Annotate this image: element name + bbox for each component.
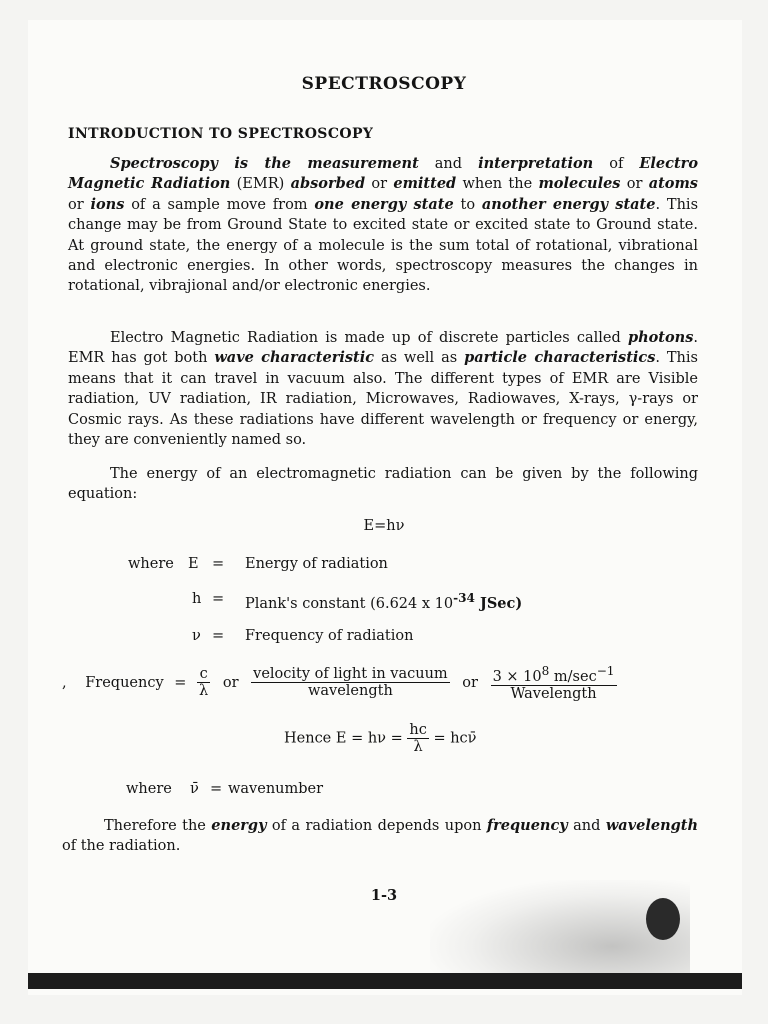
text: 3 × 10 bbox=[492, 668, 542, 685]
equals-sign: = bbox=[212, 556, 225, 572]
symbol-nu: ν bbox=[192, 628, 201, 644]
frequency-formula bbox=[62, 664, 617, 702]
bullet-mark: , bbox=[62, 674, 67, 691]
numerator: c bbox=[197, 666, 210, 683]
where-label: where bbox=[126, 781, 172, 797]
exponent: −1 bbox=[596, 664, 615, 678]
or-text: or bbox=[222, 674, 239, 691]
text: m/sec bbox=[549, 668, 597, 685]
definition-wavenumber: wavenumber bbox=[228, 781, 324, 797]
numerator: velocity of light in vacuum bbox=[253, 666, 448, 683]
exponent: 8 bbox=[541, 664, 550, 678]
text: Plank's constant (6.624 x 10 bbox=[245, 595, 454, 612]
symbol-h: h bbox=[192, 591, 202, 607]
frequency-label: Frequency bbox=[85, 674, 164, 691]
term-molecules: molecules bbox=[538, 175, 621, 193]
text: or bbox=[68, 196, 91, 213]
page-number: 1-3 bbox=[370, 887, 398, 904]
definition-nu: Frequency of radiation bbox=[245, 628, 414, 644]
term-wave-characteristic: wave characteristic bbox=[214, 349, 375, 367]
text: . This change may be from Ground State to excited state or excited state to Ground state. At ground state, the energy of a molecule is the sum total of rotational, vibrational and electronic energies. In other words, spectroscopy measures the changes in rotational, vibrajional and/or electronic energies. bbox=[68, 196, 699, 295]
term-another-energy-state: another energy state bbox=[481, 195, 656, 213]
text: (EMR) bbox=[230, 176, 291, 193]
denominator: λ bbox=[199, 683, 209, 700]
paragraph-intro bbox=[68, 154, 698, 297]
text: and bbox=[567, 818, 606, 834]
symbol-e: E bbox=[188, 556, 199, 572]
text: as well as bbox=[374, 350, 465, 367]
denominator: λ bbox=[413, 739, 423, 755]
definition-h bbox=[245, 591, 522, 612]
or-text: or bbox=[462, 674, 478, 691]
term-wavelength: wavelength bbox=[605, 817, 699, 834]
term-one-energy-state: one energy state bbox=[314, 195, 454, 213]
text: of a sample move from bbox=[124, 196, 315, 213]
term-particle-characteristics: particle characteristics bbox=[464, 349, 656, 367]
text: Therefore the bbox=[104, 818, 212, 834]
denominator: Wavelength bbox=[510, 685, 597, 702]
equals-sign: = bbox=[212, 628, 225, 644]
energy-equation: E=hν bbox=[363, 518, 405, 534]
term-interpretation: interpretation bbox=[478, 155, 594, 172]
term-ions: ions bbox=[90, 195, 125, 213]
term-frequency: frequency bbox=[486, 817, 568, 834]
text: Hence E = hν = bbox=[284, 730, 403, 747]
ink-blot bbox=[646, 898, 680, 940]
denominator: wavelength bbox=[307, 683, 393, 700]
text: or bbox=[365, 176, 394, 193]
paragraph-equation-intro bbox=[68, 464, 698, 505]
term-energy: energy bbox=[211, 817, 267, 834]
text: Electro Magnetic Radiation is made up of discrete particles called bbox=[110, 330, 628, 346]
fraction-c-over-lambda bbox=[197, 666, 210, 699]
text: or bbox=[620, 176, 649, 193]
definition-e: Energy of radiation bbox=[245, 556, 388, 572]
text: JSec) bbox=[474, 594, 523, 612]
text: . EMR has got both bbox=[68, 330, 698, 367]
paragraph-conclusion bbox=[62, 816, 698, 857]
numerator bbox=[491, 664, 617, 686]
text: = hcν̄ bbox=[433, 730, 477, 747]
term-photons: photons bbox=[627, 329, 694, 346]
symbol-nu-bar: ν̄ bbox=[190, 781, 199, 797]
fraction-velocity-over-wavelength bbox=[251, 666, 450, 699]
where-label: where bbox=[128, 556, 174, 572]
text: of the radiation. bbox=[62, 838, 181, 855]
text: and bbox=[418, 156, 479, 172]
fraction-hc-over-lambda bbox=[407, 722, 428, 755]
fraction-speed-over-wavelength bbox=[491, 664, 617, 702]
paragraph-emr bbox=[68, 328, 698, 450]
term-atoms: atoms bbox=[648, 175, 698, 193]
text: to bbox=[453, 196, 482, 213]
text: The energy of an electromagnetic radiation can be given by the following equation: bbox=[68, 466, 698, 503]
equals-sign: = bbox=[174, 674, 187, 691]
text: . This means that it can travel in vacuum also. The different types of EMR are Visible radiation, UV radiation, IR radiation, Microwaves, Radiowaves, X-rays, γ-rays or Cosmic rays. As these radiations have different wavelength or frequency or energy, they are conveniently named so. bbox=[68, 350, 698, 449]
term-emitted: emitted bbox=[393, 175, 457, 193]
equals-sign: = bbox=[210, 781, 223, 797]
page-title: SPECTROSCOPY bbox=[301, 74, 467, 94]
hence-formula bbox=[284, 722, 476, 755]
exponent: -34 bbox=[453, 591, 475, 605]
text: when the bbox=[456, 176, 539, 193]
term-absorbed: absorbed bbox=[290, 175, 366, 193]
term-emr: Electro Magnetic Radiation bbox=[68, 155, 698, 193]
text: of a radiation depends upon bbox=[266, 818, 487, 834]
section-heading: INTRODUCTION TO SPECTROSCOPY bbox=[68, 126, 374, 142]
term-spectroscopy: Spectroscopy is the measurement bbox=[110, 155, 419, 172]
equals-sign: = bbox=[212, 591, 225, 607]
numerator: hc bbox=[409, 722, 427, 738]
bottom-border bbox=[28, 973, 742, 989]
text: of bbox=[593, 156, 640, 172]
